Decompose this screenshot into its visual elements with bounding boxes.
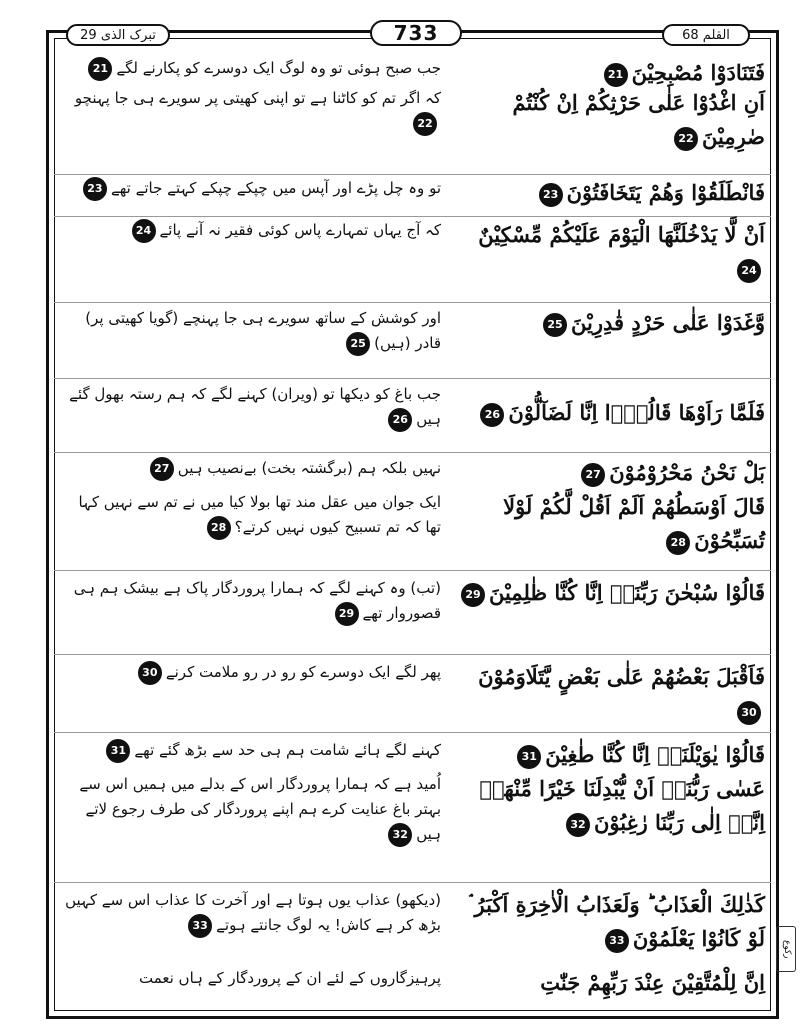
arabic-text — [453, 456, 771, 490]
arabic-verse: فَانْطَلَقُوْا وَهُمْ يَتَخَافَتُوْنَ — [566, 180, 765, 205]
surah-name-label: القلم 68 — [662, 24, 750, 46]
arabic-verse: كَذٰلِكَ الْعَذَابُ ؕ وَلَعَذَابُ الْاٰخِرَةِ اَكْبَرُ ۘ لَوْ كَانُوْا يَعْلَمُوْنَ — [469, 892, 765, 951]
arabic-text — [453, 738, 771, 772]
urdu-translation — [61, 86, 445, 136]
urdu-translation — [61, 490, 445, 540]
urdu-translation — [61, 966, 445, 991]
arabic-text — [453, 490, 771, 558]
ayah-number-badge: 29 — [461, 583, 485, 607]
ayah-number-badge: 25 — [346, 332, 370, 356]
verse-row — [54, 86, 771, 174]
urdu-text: جب باغ کو دیکھا تو (ویران) کہنے لگے کہ ہم رستہ بھول گئے ہیں — [69, 385, 441, 428]
ayah-number-badge: 28 — [666, 531, 690, 555]
arabic-text — [453, 660, 771, 728]
urdu-translation — [61, 456, 445, 481]
arabic-verse: فَاَقْبَلَ بَعْضُهُمْ عَلٰى بَعْضٍ يَّتَلَاوَمُوْنَ — [478, 664, 765, 689]
ayah-number-badge: 33 — [188, 914, 212, 938]
verse-row — [54, 738, 771, 772]
verse-row — [54, 218, 771, 300]
verse-row — [54, 772, 771, 876]
row-divider — [54, 174, 771, 175]
ayah-number-badge: 30 — [138, 661, 162, 685]
ayah-number-badge: 23 — [83, 177, 107, 201]
urdu-translation — [61, 56, 445, 81]
urdu-translation — [61, 382, 445, 432]
urdu-text: کہ آج یہاں تمہارے پاس کوئی فقیر نہ آنے پائے — [159, 221, 441, 239]
ayah-number-badge: 31 — [106, 739, 130, 763]
urdu-translation — [61, 888, 445, 938]
ayah-number-badge: 26 — [388, 408, 412, 432]
ayah-number-badge: 27 — [581, 463, 605, 487]
arabic-text — [453, 176, 771, 210]
arabic-text — [453, 56, 771, 90]
urdu-text: تو وہ چل پڑے اور آپس میں چپکے چپکے کہتے جاتے تھے — [110, 179, 441, 197]
row-divider — [54, 452, 771, 453]
urdu-translation — [61, 660, 445, 685]
ayah-number-badge: 21 — [88, 57, 112, 81]
urdu-text: (دیکھو) عذاب یوں ہوتا ہے اور آخرت کا عذاب اس سے کہیں بڑھ کر ہے کاش! یہ لوگ جانتے ہوتے — [65, 891, 441, 934]
arabic-text — [453, 772, 771, 840]
urdu-translation — [61, 176, 445, 201]
arabic-text — [453, 218, 771, 286]
row-divider — [54, 882, 771, 883]
arabic-verse: قَالُوْا سُبْحٰنَ رَبِّنَاۤ اِنَّا كُنَّا ظٰلِمِيْنَ — [488, 580, 765, 605]
verse-row — [54, 490, 771, 568]
arabic-text — [453, 86, 771, 154]
urdu-translation — [61, 772, 445, 847]
row-divider — [54, 216, 771, 217]
urdu-translation — [61, 306, 445, 356]
verse-row — [54, 382, 771, 450]
ayah-number-badge: 23 — [539, 183, 563, 207]
ayah-number-badge: 29 — [335, 602, 359, 626]
ayah-number-badge: 30 — [737, 701, 761, 725]
arabic-verse: وَّغَدَوْا عَلٰى حَرْدٍ قٰدِرِيْنَ — [571, 310, 765, 335]
ayah-number-badge: 25 — [543, 313, 567, 337]
urdu-translation — [61, 738, 445, 763]
urdu-text: کہنے لگے ہائے شامت ہم ہی حد سے بڑھ گئے تھے — [134, 741, 441, 759]
arabic-text — [453, 382, 771, 430]
ruku-marker: ركوع — [776, 926, 796, 972]
ayah-number-badge: 32 — [388, 823, 412, 847]
page-number: 733 — [370, 20, 462, 46]
urdu-text: نہیں بلکہ ہم (برگشتہ بخت) بےنصیب ہیں — [177, 459, 441, 477]
arabic-verse: فَلَمَّا رَاَوْهَا قَالُوْۤا اِنَّا لَضَآلُّوْنَ — [508, 400, 765, 425]
ayah-number-badge: 33 — [605, 929, 629, 953]
urdu-text: اُمید ہے کہ ہمارا پروردگار اس کے بدلے میں ہمیں اس سے بہتر باغ عنایت کرے ہم اپنے پروردگار کی طرف رجوع لاتے ہیں — [79, 775, 441, 843]
urdu-translation — [61, 576, 445, 626]
urdu-text: جب صبح ہوئی تو وہ لوگ ایک دوسرے کو پکارنے لگے — [116, 59, 441, 77]
juz-name-label: تبرک الذی 29 — [66, 24, 170, 46]
urdu-text: کہ اگر تم کو کاٹنا ہے تو اپنی کھیتی پر سویرے ہی جا پہنچو — [74, 89, 441, 107]
ayah-number-badge: 22 — [674, 127, 698, 151]
ayah-number-badge: 21 — [604, 63, 628, 87]
arabic-text — [453, 576, 771, 610]
arabic-verse: قَالُوْا يٰوَيْلَنَاۤ اِنَّا كُنَّا طٰغِيْنَ — [545, 742, 765, 767]
verse-row — [54, 306, 771, 376]
ayah-number-badge: 24 — [737, 259, 761, 283]
ayah-number-badge: 27 — [150, 457, 174, 481]
urdu-translation — [61, 218, 445, 243]
row-divider — [54, 732, 771, 733]
ayah-number-badge: 26 — [480, 403, 504, 427]
verse-row — [54, 966, 771, 1006]
arabic-text — [453, 306, 771, 340]
verse-row — [54, 56, 771, 84]
urdu-text: (تب) وہ کہنے لگے کہ ہمارا پروردگار پاک ہے بیشک ہم ہی قصوروار تھے — [73, 579, 441, 622]
arabic-text — [453, 966, 771, 1000]
verse-row — [54, 660, 771, 730]
ayah-number-badge: 22 — [413, 112, 437, 136]
verse-row — [54, 576, 771, 652]
ayah-number-badge: 31 — [517, 745, 541, 769]
arabic-verse: اِنَّ لِلْمُتَّقِيْنَ عِنْدَ رَبِّهِمْ جَنّٰتِ — [540, 970, 765, 995]
row-divider — [54, 378, 771, 379]
arabic-verse: فَتَنَادَوْا مُصْبِحِيْنَ — [631, 60, 765, 85]
arabic-verse: قَالَ اَوْسَطُهُمْ اَلَمْ اَقُلْ لَّكُمْ لَوْلَا تُسَبِّحُوْنَ — [503, 494, 765, 553]
urdu-text: اور کوشش کے ساتھ سویرے ہی جا پہنچے (گویا کھیتی پر) قادر (ہیں) — [85, 309, 441, 352]
row-divider — [54, 570, 771, 571]
urdu-text: پھر لگے ایک دوسرے کو رو در رو ملامت کرنے — [165, 663, 441, 681]
urdu-text: ایک جوان میں عقل مند تھا بولا کیا میں نے تم سے نہیں کہا تھا کہ تم تسبیح کیوں نہیں کرتے؟ — [78, 493, 441, 536]
arabic-text — [453, 888, 771, 956]
arabic-verse: اَنِ اغْدُوْا عَلٰى حَرْثِكُمْ اِنْ كُنْتُمْ صٰرِمِيْنَ — [512, 90, 765, 149]
row-divider — [54, 654, 771, 655]
arabic-verse: عَسٰى رَبُّنَاۤ اَنْ يُّبْدِلَنَا خَيْرًا مِّنْهَاۤ اِنَّاۤ اِلٰى رَبِّنَا رٰغِبُوْنَ — [479, 776, 765, 835]
arabic-verse: بَلْ نَحْنُ مَحْرُوْمُوْنَ — [609, 460, 765, 485]
verse-row — [54, 176, 771, 216]
arabic-verse: اَنْ لَّا يَدْخُلَنَّهَا الْيَوْمَ عَلَيْكُمْ مِّسْكِيْنٌ — [478, 222, 765, 247]
ayah-number-badge: 28 — [207, 516, 231, 540]
ayah-number-badge: 24 — [132, 219, 156, 243]
ayah-number-badge: 32 — [566, 813, 590, 837]
verse-row — [54, 888, 771, 964]
row-divider — [54, 302, 771, 303]
urdu-text: پرہیزگاروں کے لئے ان کے پروردگار کے ہاں نعمت — [138, 969, 441, 987]
verse-row — [54, 456, 771, 490]
